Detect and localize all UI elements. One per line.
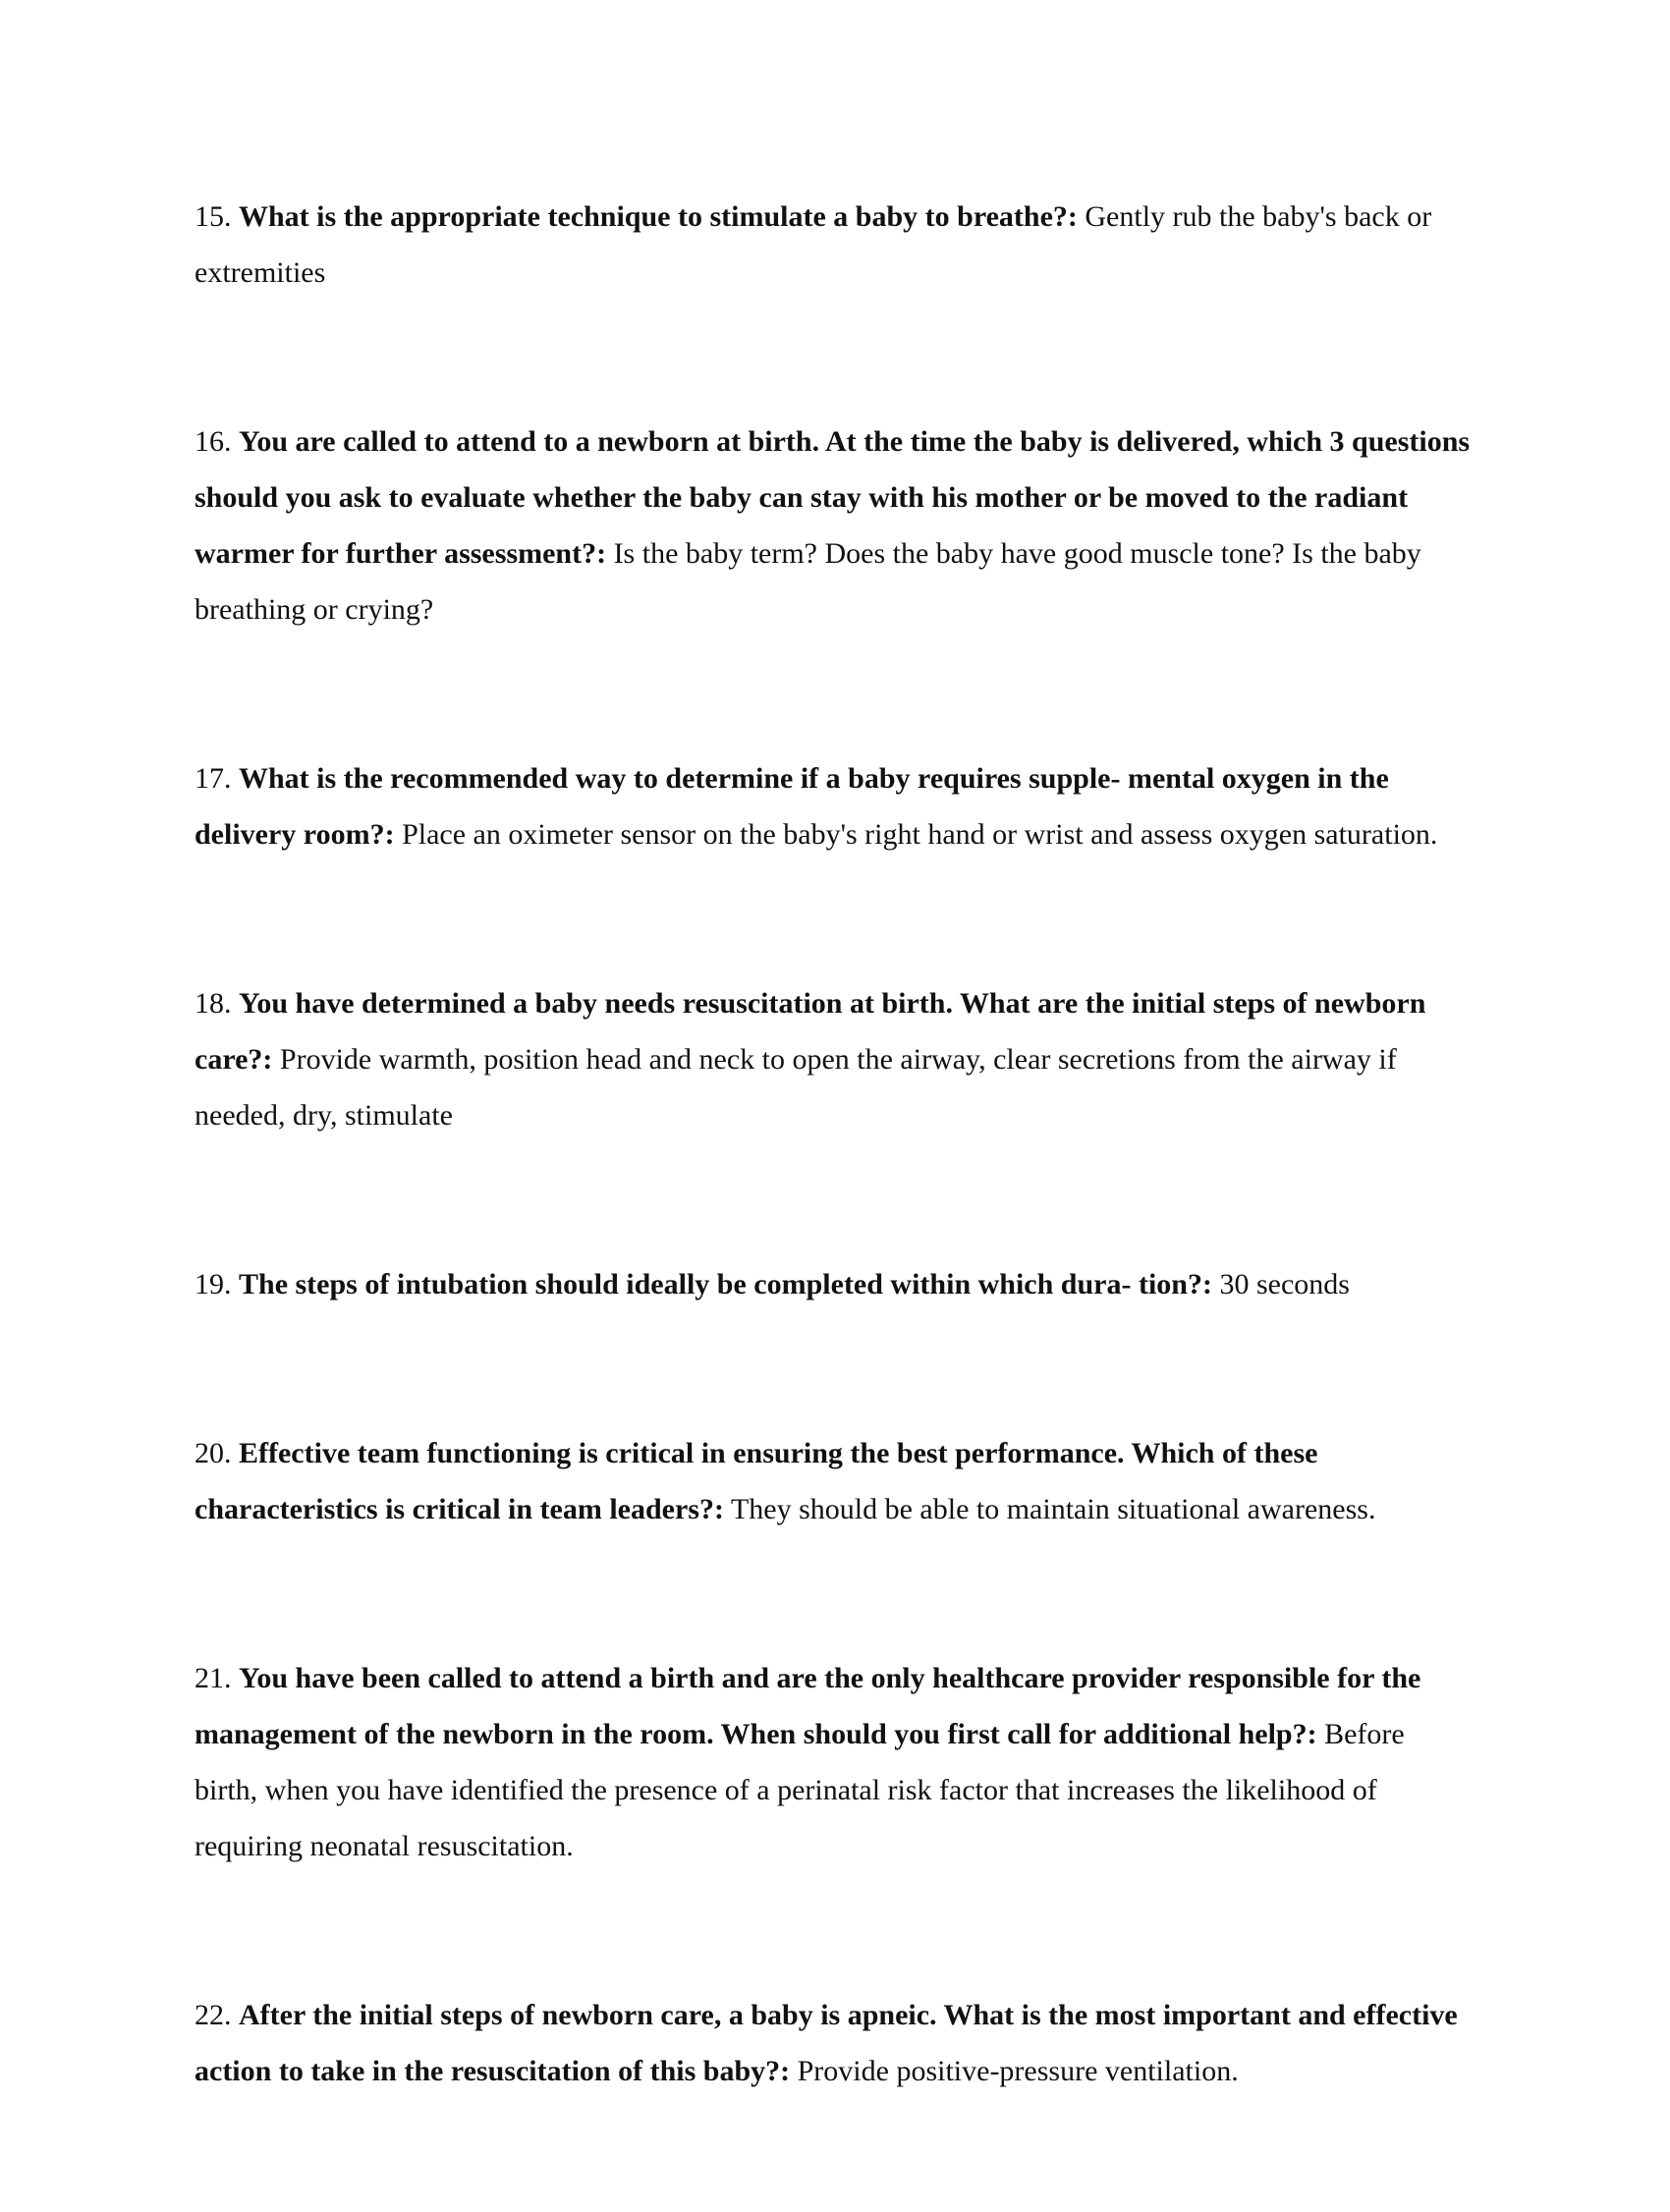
qa-item-16 xyxy=(195,414,1472,637)
qa-item-18 xyxy=(195,975,1472,1143)
item-number: 22. xyxy=(195,1999,232,2031)
answer-text: Provide warmth, position head and neck to open the airway, clear secretions from the airway if needed, dry, stimulate xyxy=(195,1043,1397,1132)
answer-text: Provide positive-pressure ventilation. xyxy=(797,2055,1239,2087)
item-number: 15. xyxy=(195,200,232,233)
qa-item-17 xyxy=(195,750,1472,862)
answer-text: 30 seconds xyxy=(1219,1268,1350,1300)
document-page xyxy=(195,189,1472,2212)
answer-text: They should be able to maintain situational awareness. xyxy=(730,1493,1376,1525)
qa-item-22 xyxy=(195,1987,1472,2099)
item-number: 18. xyxy=(195,987,232,1020)
question-text: You have been called to attend a birth and are the only healthcare provider responsible for the management of the newborn in the room. When should you first call for additional help?: xyxy=(195,1662,1421,1750)
question-text: You have determined a baby needs resuscitation at birth. What are the initial steps of newborn care?: xyxy=(195,987,1426,1076)
item-number: 17. xyxy=(195,762,232,795)
question-text: Effective team functioning is critical in ensuring the best performance. Which of these characteristics is critical in team leaders?: xyxy=(195,1437,1318,1525)
qa-item-19 xyxy=(195,1256,1472,1312)
item-number: 20. xyxy=(195,1437,232,1469)
answer-text: Before birth, when you have identified the presence of a perinatal risk factor that increases the likelihood of requiring neonatal resuscitation. xyxy=(195,1718,1405,1862)
answer-text: Gently rub the baby's back or extremities xyxy=(195,200,1432,289)
question-text: After the initial steps of newborn care, a baby is apneic. What is the most important and effective action to take in the resuscitation of this baby?: xyxy=(195,1999,1458,2087)
item-number: 21. xyxy=(195,1662,232,1694)
qa-item-20 xyxy=(195,1425,1472,1537)
question-text: What is the appropriate technique to stimulate a baby to breathe?: xyxy=(239,200,1078,233)
item-number: 16. xyxy=(195,425,232,458)
question-text: The steps of intubation should ideally be completed within which dura- tion?: xyxy=(239,1268,1212,1300)
answer-text: Place an oximeter sensor on the baby's right hand or wrist and assess oxygen saturation. xyxy=(402,818,1438,851)
item-number: 19. xyxy=(195,1268,232,1300)
qa-item-15 xyxy=(195,189,1472,301)
answer-text: Is the baby term? Does the baby have good muscle tone? Is the baby breathing or crying? xyxy=(195,537,1421,626)
question-text: You are called to attend to a newborn at birth. At the time the baby is delivered, which 3 questions should you ask to evaluate whether the baby can stay with his mother or be moved to the radiant warmer for further assessment?: xyxy=(195,425,1471,570)
question-text: What is the recommended way to determine if a baby requires supple- mental oxygen in the delivery room?: xyxy=(195,762,1389,851)
qa-item-21 xyxy=(195,1650,1472,1874)
